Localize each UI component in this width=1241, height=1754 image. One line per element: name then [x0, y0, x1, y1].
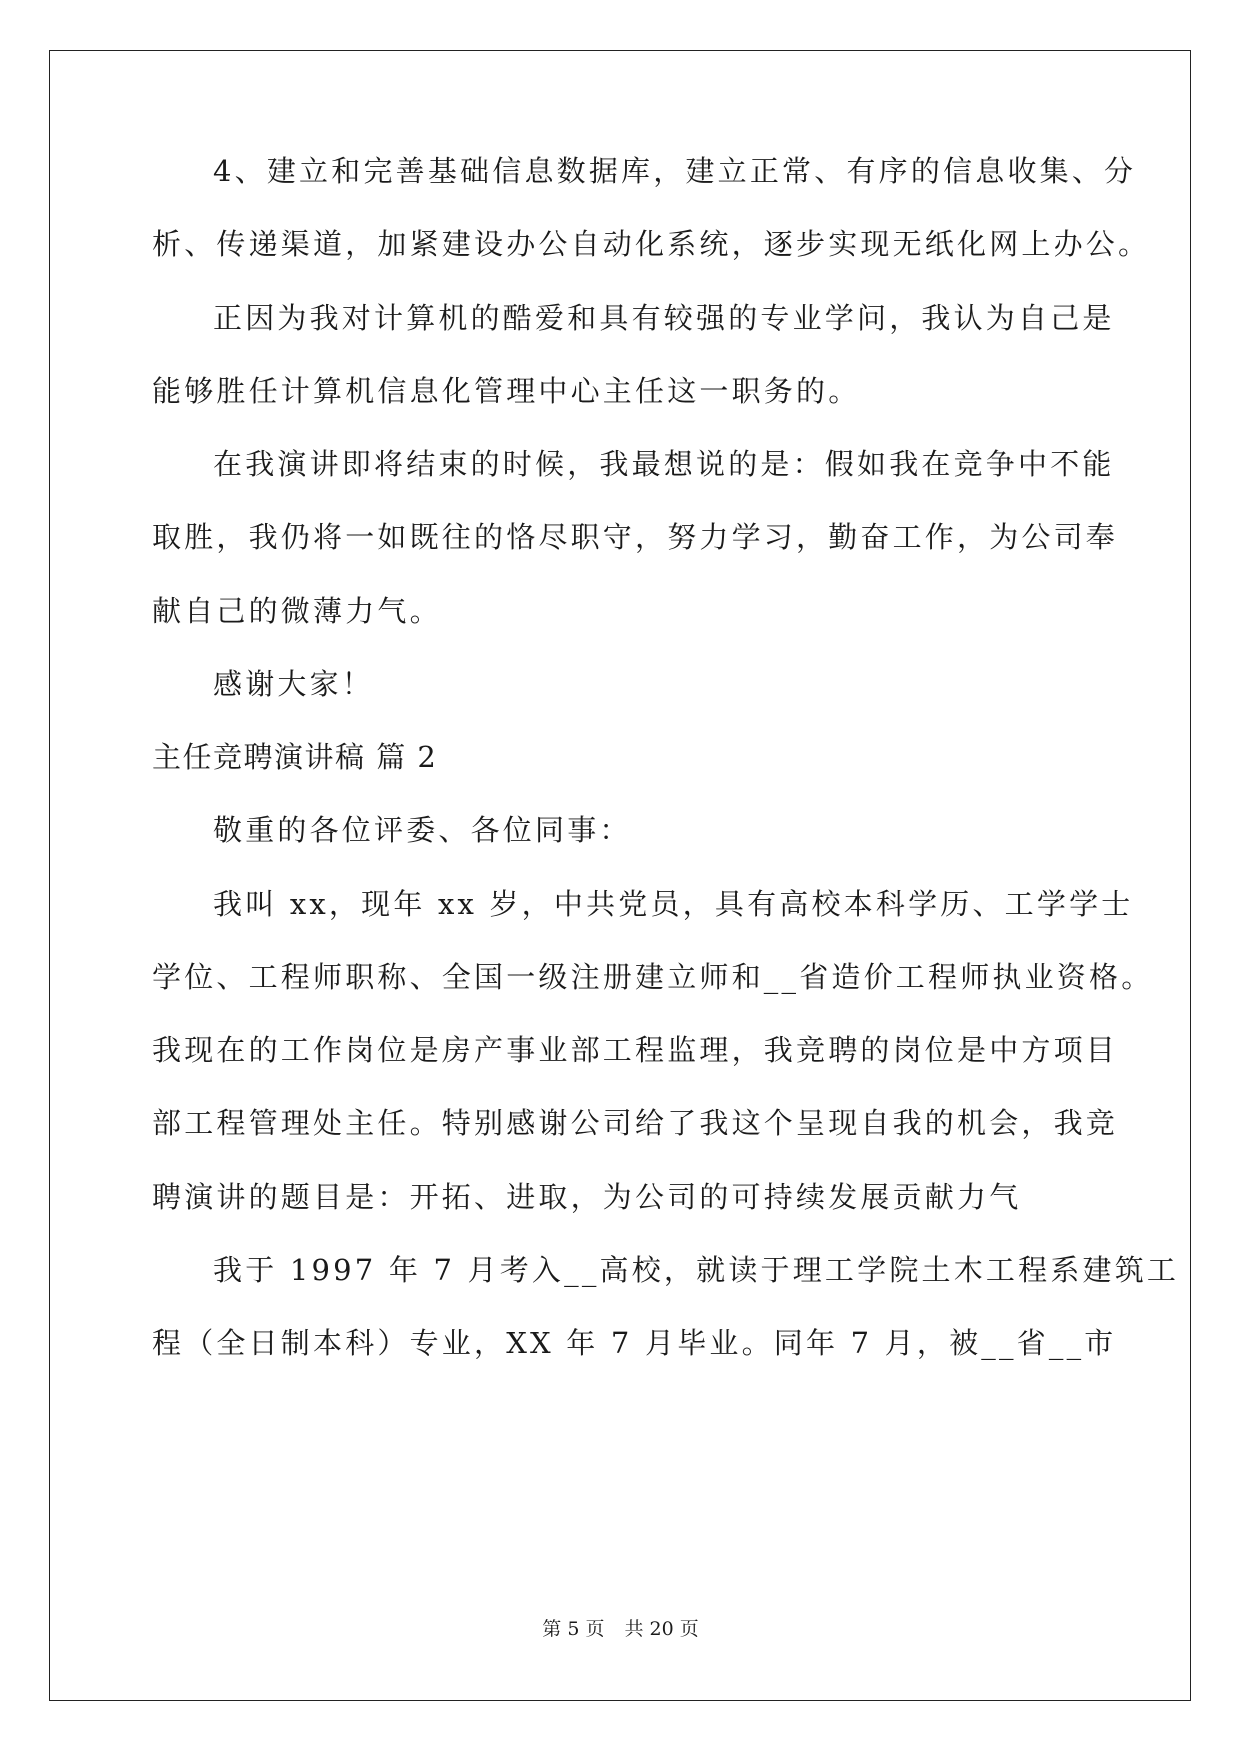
body-line: 聘演讲的题目是：开拓、进取，为公司的可持续发展贡献力气	[152, 1180, 1022, 1214]
body-line: 我叫 xx，现年 xx 岁，中共党员，具有高校本科学历、工学学士	[213, 887, 1134, 921]
page-number: 第 5 页	[542, 1618, 605, 1640]
body-line: 感谢大家！	[213, 667, 375, 701]
body-line: 献自己的微薄力气。	[152, 594, 442, 628]
body-line: 4、建立和完善基础信息数据库，建立正常、有序的信息收集、分	[213, 154, 1137, 188]
body-line: 正因为我对计算机的酷爱和具有较强的专业学问，我认为自己是	[213, 301, 1115, 335]
page-footer	[0, 1617, 1241, 1641]
body-line: 程（全日制本科）专业，XX 年 7 月毕业。同年 7 月，被__省__市	[152, 1326, 1117, 1360]
body-line: 取胜，我仍将一如既往的恪尽职守，努力学习，勤奋工作，为公司奉	[152, 520, 1119, 554]
body-line: 学位、工程师职称、全国一级注册建立师和__省造价工程师执业资格。	[152, 960, 1154, 994]
salutation: 敬重的各位评委、各位同事：	[213, 813, 632, 847]
body-line: 我于 1997 年 7 月考入__高校，就读于理工学院土木工程系建筑工	[213, 1253, 1180, 1287]
body-line: 析、传递渠道，加紧建设办公自动化系统，逐步实现无纸化网上办公。	[152, 227, 1151, 261]
body-line: 我现在的工作岗位是房产事业部工程监理，我竞聘的岗位是中方项目	[152, 1033, 1119, 1067]
section-heading: 主任竞聘演讲稿 篇 2	[152, 740, 438, 774]
body-line: 在我演讲即将结束的时候，我最想说的是：假如我在竞争中不能	[213, 447, 1115, 481]
page-total: 共 20 页	[624, 1618, 699, 1640]
body-line: 部工程管理处主任。特别感谢公司给了我这个呈现自我的机会，我竞	[152, 1106, 1119, 1140]
body-line: 能够胜任计算机信息化管理中心主任这一职务的。	[152, 374, 861, 408]
